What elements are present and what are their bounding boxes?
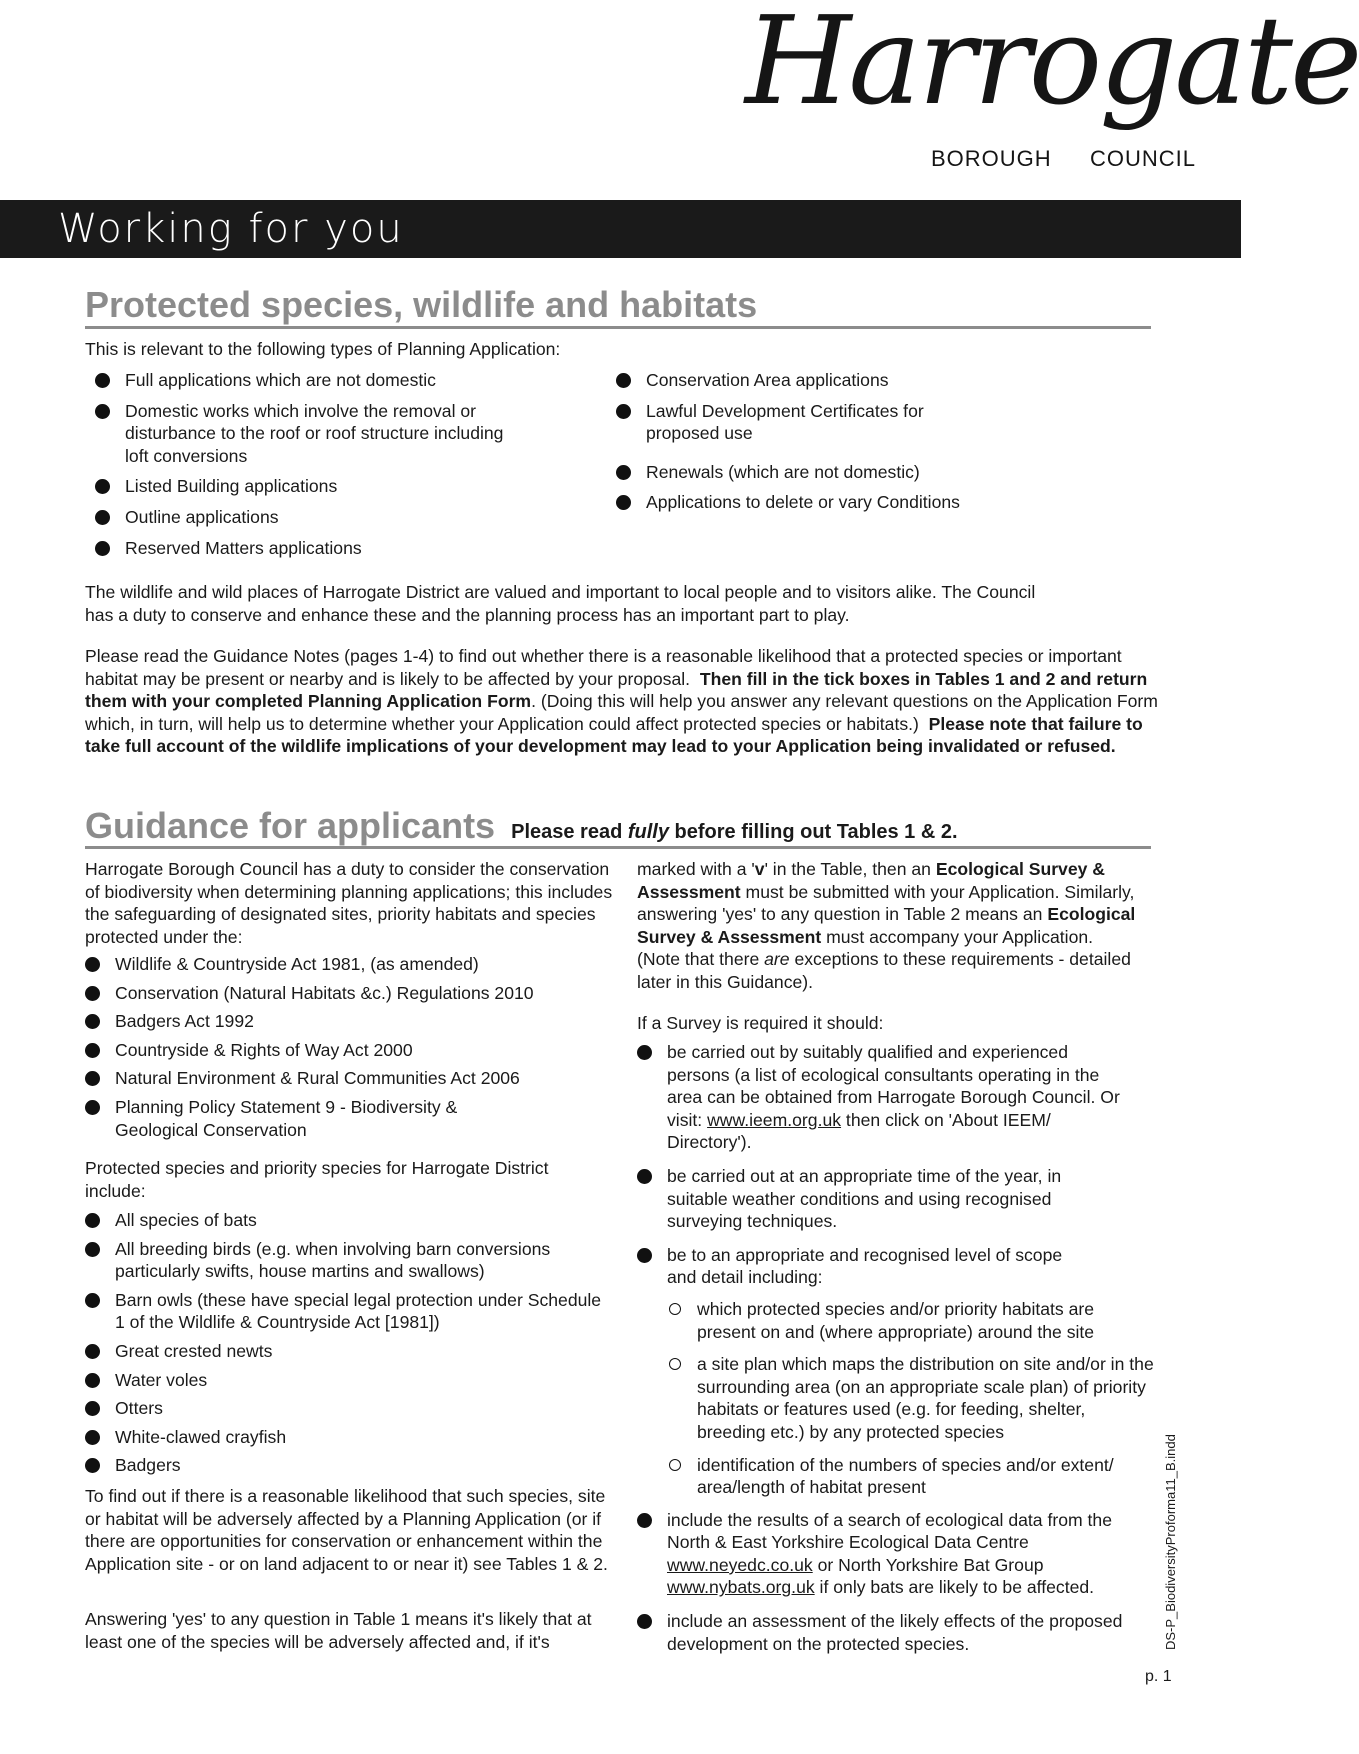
logo-script-text: Harrogate	[745, 0, 1359, 132]
section-divider	[85, 846, 1151, 849]
bullet-icon	[637, 1614, 652, 1629]
scope-detail-list	[667, 1298, 1157, 1499]
list-item: be carried out at an appropriate time of the year, in suitable weather conditions and using recognised surveying techniques.	[637, 1165, 1097, 1233]
sub-list-wrapper	[637, 1298, 1157, 1499]
bullet-icon	[85, 1430, 100, 1445]
legislation-list	[85, 953, 605, 1141]
application-types-left	[95, 369, 515, 559]
bullet-icon	[85, 1242, 100, 1257]
duty-paragraph: Harrogate Borough Council has a duty to consider the conservation of biodiversity when determining planning applications; this includes the safeguarding of designated sites, priority habitats and species protected under the:	[85, 859, 613, 947]
list-item: a site plan which maps the distribution on site and/or in the surrounding area (on an appropriate scale plan) of priority habitats or features used (e.g. for feeding, shelter, breeding etc.) by any protected species	[667, 1353, 1157, 1443]
bullet-icon	[95, 510, 110, 525]
applicability-intro: This is relevant to the following types of Planning Application:	[85, 339, 561, 359]
list-item: Applications to delete or vary Conditions	[616, 491, 1096, 514]
list-item: Great crested newts	[85, 1340, 605, 1363]
protected-species-list	[85, 1209, 605, 1477]
list-item: White-clawed crayfish	[85, 1426, 605, 1449]
bullet-icon	[637, 1169, 652, 1184]
page-number: p. 1	[1145, 1668, 1172, 1685]
guidance-subtitle: Please read fully before filling out Tables 1 & 2.	[511, 821, 958, 843]
banner-text: Working for you	[58, 206, 404, 252]
hollow-bullet-icon	[669, 1459, 681, 1471]
list-item: be carried out by suitably qualified and experienced persons (a list of ecological consultants operating in the area can be obtained from Harrogate Borough Council. Or visit: www.ieem.org.uk then click on 'About IEEM/ Directory').	[637, 1041, 1135, 1154]
list-item: Wildlife & Countryside Act 1981, (as amended)	[85, 953, 605, 976]
nybats-link[interactable]: www.nybats.org.uk	[667, 1577, 815, 1598]
list-item: Water voles	[85, 1369, 605, 1392]
find-out-paragraph: To find out if there is a reasonable likelihood that such species, site or habitat will be adversely affected by a Planning Application (or if there are opportunities for conservation or enhancement within the Application site - or on land adjacent to or near it) see Tables 1 & 2.	[85, 1486, 608, 1574]
species-intro: Protected species and priority species for Harrogate District include:	[85, 1158, 549, 1201]
bullet-icon	[85, 1401, 100, 1416]
working-for-you-banner	[0, 200, 1241, 258]
bullet-icon	[85, 1014, 100, 1029]
bullet-icon	[616, 404, 631, 419]
guidance-notes-paragraph: Please read the Guidance Notes (pages 1-4) to find out whether there is a reasonable likelihood that a protected species or important habitat may be present or nearby and is likely to be affected by your proposal. Then fill in the tick boxes in Tables 1 and 2 and return them with your completed Planning Application Form. (Doing this will help you answer any relevant questions on the Application Form which, in turn, will help us to determine whether your Application could affect protected species or habitats.) Please note that failure to take full account of the wildlife implications of your development may lead to your Application being invalidated or refused.	[85, 646, 1158, 757]
bullet-icon	[85, 1043, 100, 1058]
bullet-icon	[95, 373, 110, 388]
file-reference: DS-P_BiodiversityProforma11_B.indd	[1163, 1434, 1178, 1650]
answering-paragraph: Answering 'yes' to any question in Table 1 means it's likely that at least one of the species will be adversely affected and, if it's	[85, 1609, 592, 1652]
hollow-bullet-icon	[669, 1303, 681, 1315]
survey-intro: If a Survey is required it should:	[637, 1013, 884, 1033]
bullet-icon	[95, 541, 110, 556]
bullet-icon	[637, 1248, 652, 1263]
list-item: which protected species and/or priority habitats are present on and (where appropriate) around the site	[667, 1298, 1157, 1343]
list-item: be to an appropriate and recognised level of scope and detail including:	[637, 1244, 1067, 1289]
list-item: Domestic works which involve the removal or disturbance to the roof or roof structure including loft conversions	[95, 400, 515, 468]
bullet-icon	[616, 373, 631, 388]
logo-borough-text: BOROUGH	[931, 146, 1052, 171]
application-types-right	[616, 369, 1096, 514]
bullet-icon	[85, 1100, 100, 1115]
bullet-icon	[85, 1344, 100, 1359]
list-item: Planning Policy Statement 9 - Biodiversity & Geological Conservation	[85, 1096, 535, 1141]
list-item: Lawful Development Certificates for proposed use	[616, 400, 936, 453]
list-item: Conservation Area applications	[616, 369, 1096, 392]
bullet-icon	[85, 986, 100, 1001]
ieem-link[interactable]: www.ieem.org.uk	[707, 1109, 842, 1130]
bullet-icon	[95, 479, 110, 494]
logo-council-text: COUNCIL	[1090, 146, 1197, 171]
list-item: Outline applications	[95, 506, 515, 529]
list-item: Otters	[85, 1397, 605, 1420]
list-item: Full applications which are not domestic	[95, 369, 515, 392]
list-item: identification of the numbers of species and/or extent/ area/length of habitat present	[667, 1454, 1157, 1499]
list-item: All species of bats	[85, 1209, 605, 1232]
bullet-icon	[637, 1045, 652, 1060]
bullet-icon	[616, 465, 631, 480]
section-title-guidance: Guidance for applicants Please read fully before filling out Tables 1 & 2.	[85, 805, 958, 846]
list-item: Listed Building applications	[95, 475, 515, 498]
list-item: include an assessment of the likely effects of the proposed development on the protected species.	[637, 1610, 1167, 1655]
ecological-survey-paragraph: marked with a 'v' in the Table, then an Ecological Survey & Assessment must be submitted with your Application. Similarly, answering 'yes' to any question in Table 2 means an Ecological Survey & Assessment must accompany your Application. (Note that there are exceptions to these requirements - detailed later in this Guidance).	[637, 859, 1136, 992]
section-divider	[85, 326, 1151, 329]
bullet-icon	[85, 1213, 100, 1228]
bullet-icon	[85, 1293, 100, 1308]
wildlife-paragraph: The wildlife and wild places of Harrogate District are valued and important to local people and to visitors alike. The Council has a duty to conserve and enhance these and the planning process has an important part to play.	[85, 582, 1036, 625]
bullet-icon	[85, 1458, 100, 1473]
list-item: Renewals (which are not domestic)	[616, 461, 1096, 484]
bullet-icon	[85, 1071, 100, 1086]
hollow-bullet-icon	[669, 1358, 681, 1370]
bullet-icon	[616, 495, 631, 510]
list-item: Barn owls (these have special legal protection under Schedule 1 of the Wildlife & Countryside Act [1981])	[85, 1289, 605, 1334]
list-item: Countryside & Rights of Way Act 2000	[85, 1039, 605, 1062]
list-item: Badgers	[85, 1454, 605, 1477]
list-item: Natural Environment & Rural Communities Act 2006	[85, 1067, 605, 1090]
survey-requirements-list	[637, 1041, 1157, 1655]
bullet-icon	[637, 1513, 652, 1528]
bullet-icon	[85, 1373, 100, 1388]
list-item: include the results of a search of ecological data from the North & East Yorkshire Ecological Data Centre www.neyedc.co.uk or North Yorkshire Bat Group www.nybats.org.uk if only bats are likely to be affected.	[637, 1509, 1137, 1599]
neyedc-link[interactable]: www.neyedc.co.uk	[667, 1554, 813, 1575]
section-title-protected-species: Protected species, wildlife and habitats	[85, 284, 758, 325]
list-item: Reserved Matters applications	[95, 537, 515, 560]
harrogate-council-logo	[745, 0, 1359, 178]
bullet-icon	[95, 404, 110, 419]
bullet-icon	[85, 957, 100, 972]
list-item: Badgers Act 1992	[85, 1010, 605, 1033]
list-item: Conservation (Natural Habitats &c.) Regulations 2010	[85, 982, 605, 1005]
list-item: All breeding birds (e.g. when involving barn conversions particularly swifts, house martins and swallows)	[85, 1238, 605, 1283]
